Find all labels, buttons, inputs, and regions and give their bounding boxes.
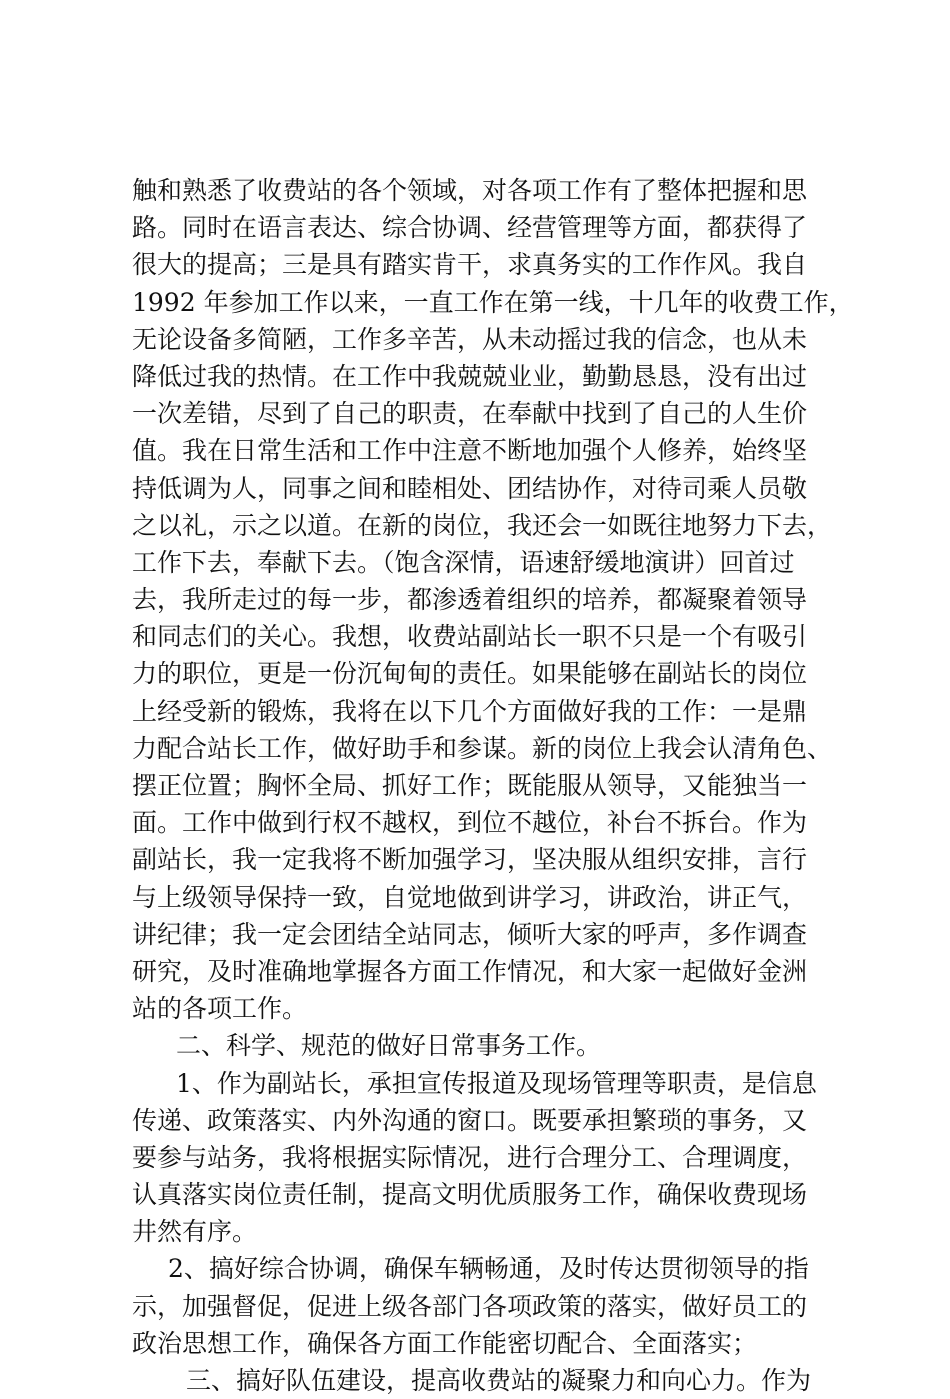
text-line: 之以礼，示之以道。在新的岗位，我还会一如既往地努力下去， bbox=[132, 510, 833, 540]
text-line: 工作下去，奉献下去。（饱含深情，语速舒缓地演讲）回首过 bbox=[132, 547, 795, 577]
text-line: 政治思想工作，确保各方面工作能密切配合、全面落实； bbox=[132, 1328, 758, 1358]
text-line: 研究，及时准确地掌握各方面工作情况，和大家一起做好金洲 bbox=[132, 956, 808, 986]
text-line: 力配合站长工作，做好助手和参谋。新的岗位上我会认清角色、 bbox=[132, 733, 833, 763]
text-line: 触和熟悉了收费站的各个领域，对各项工作有了整体把握和思 bbox=[132, 176, 808, 205]
text-line: 力的职位，更是一份沉甸甸的责任。如果能够在副站长的岗位 bbox=[132, 659, 808, 689]
text-line: 上经受新的锻炼，我将在以下几个方面做好我的工作：一是鼎 bbox=[132, 696, 808, 726]
text-line: 副站长，我一定我将不断加强学习，坚决服从组织安排，言行 bbox=[132, 845, 808, 875]
text-line: 面。工作中做到行权不越权，到位不越位，补台不拆台。作为 bbox=[132, 808, 808, 838]
text-line: 讲纪律；我一定会团结全站同志，倾听大家的呼声，多作调查 bbox=[132, 919, 808, 949]
text-line: 降低过我的热情。在工作中我兢兢业业，勤勤恳恳，没有出过 bbox=[132, 361, 808, 391]
text-line: 认真落实岗位责任制，提高文明优质服务工作，确保收费现场 bbox=[132, 1180, 808, 1210]
text-line: 值。我在日常生活和工作中注意不断地加强个人修养，始终坚 bbox=[132, 436, 808, 466]
text-line: 一次差错，尽到了自己的职责，在奉献中找到了自己的人生价 bbox=[132, 399, 808, 429]
text-line: 传递、政策落实、内外沟通的窗口。既要承担繁琐的事务，又 bbox=[132, 1105, 808, 1135]
section-heading-2: 二、科学、规范的做好日常事务工作。 bbox=[176, 1031, 602, 1061]
text-line: 与上级领导保持一致，自觉地做到讲学习，讲政治，讲正气， bbox=[132, 882, 808, 912]
text-line: 1、作为副站长，承担宣传报道及现场管理等职责，是信息 bbox=[176, 1068, 817, 1098]
text-line: 持低调为人，同事之间和睦相处、团结协作，对待司乘人员敬 bbox=[132, 473, 808, 503]
text-line: 1992 年参加工作以来，一直工作在第一线，十几年的收费工作， bbox=[132, 287, 854, 317]
body-text bbox=[132, 172, 854, 1399]
text-line: 很大的提高；三是具有踏实肯干，求真务实的工作作风。我自 bbox=[132, 250, 808, 280]
text-line: 要参与站务，我将根据实际情况，进行合理分工、合理调度， bbox=[132, 1142, 808, 1172]
text-line: 站的各项工作。 bbox=[132, 994, 308, 1024]
text-line: 和同志们的关心。我想，收费站副站长一职不只是一个有吸引 bbox=[132, 622, 808, 652]
text-line: 路。同时在语言表达、综合协调、经营管理等方面，都获得了 bbox=[132, 213, 808, 243]
text-line: 摆正位置；胸怀全局、抓好工作；既能服从领导，又能独当一 bbox=[132, 771, 808, 800]
text-line: 示，加强督促，促进上级各部门各项政策的落实，做好员工的 bbox=[132, 1291, 808, 1321]
section-heading-3: 三、搞好队伍建设，提高收费站的凝聚力和向心力。作为 bbox=[186, 1366, 812, 1395]
text-line: 无论设备多简陋，工作多辛苦，从未动摇过我的信念，也从未 bbox=[132, 324, 808, 354]
text-line: 去，我所走过的每一步，都渗透着组织的培养，都凝聚着领导 bbox=[132, 585, 808, 615]
text-line: 井然有序。 bbox=[132, 1217, 258, 1247]
text-line: 2、搞好综合协调，确保车辆畅通，及时传达贯彻领导的指 bbox=[168, 1254, 809, 1284]
